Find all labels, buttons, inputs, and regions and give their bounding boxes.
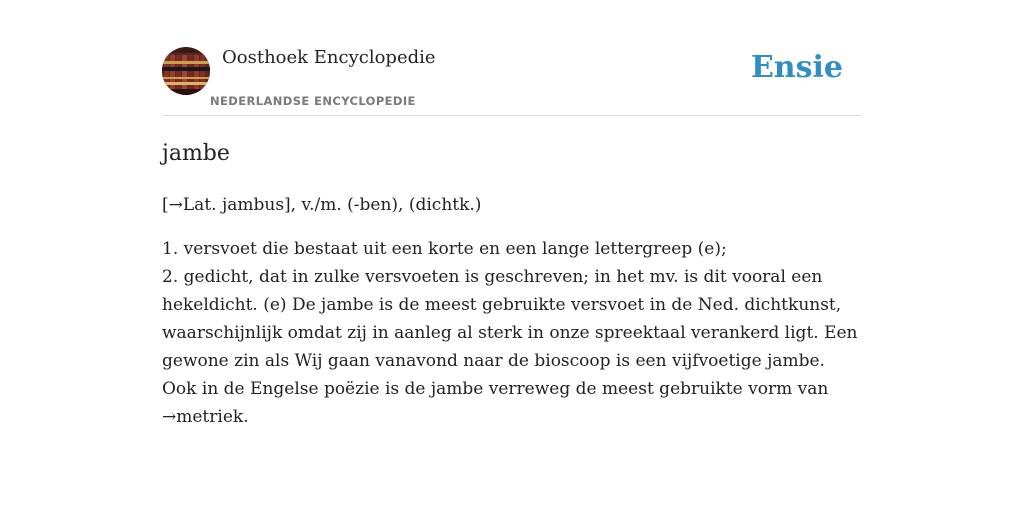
etymology-latin-link[interactable] — [169, 195, 217, 215]
etymology-open-bracket: [ — [162, 195, 169, 215]
entry-title: jambe — [162, 141, 230, 166]
etymology-link-text: Lat. — [182, 195, 217, 215]
site-subtitle: NEDERLANDSE ENCYCLOPEDIE — [210, 94, 416, 108]
definition-2-text: 2. gedicht, dat in zulke versvoeten is geschreven; in het mv. is dit vooral een hekeldicht. (e) De jambe is de meest gebruikte versvoet in de Ned. dichtkunst, waarschijnlijk omdat zij in aanleg al sterk in onze spreektaal verankerd ligt. Een gewone zin als Wij gaan vanavond naar de bioscoop is een vijfvoetige jambe. Ook in de Engelse poëzie is de jambe verreweg de meest gebruikte vorm van — [162, 267, 858, 399]
definition-2-end: . — [243, 407, 249, 427]
site-header — [162, 46, 862, 116]
entry-etymology — [162, 191, 862, 219]
arrow-right-icon: → — [168, 195, 183, 215]
ensie-logo-link[interactable]: Ensie — [750, 50, 843, 85]
encyclopedia-books-icon[interactable] — [162, 47, 210, 95]
entry-content — [162, 138, 862, 431]
site-title[interactable]: Oosthoek Encyclopedie — [222, 47, 436, 68]
entry-definitions — [162, 235, 862, 431]
etymology-rest: jambus], v./m. (-ben), (dichtk.) — [216, 195, 482, 215]
definition-1: 1. versvoet die bestaat uit een korte en een lange lettergreep (e); — [162, 239, 727, 259]
definition-2 — [162, 263, 862, 431]
metriek-link[interactable]: →metriek — [162, 407, 244, 427]
